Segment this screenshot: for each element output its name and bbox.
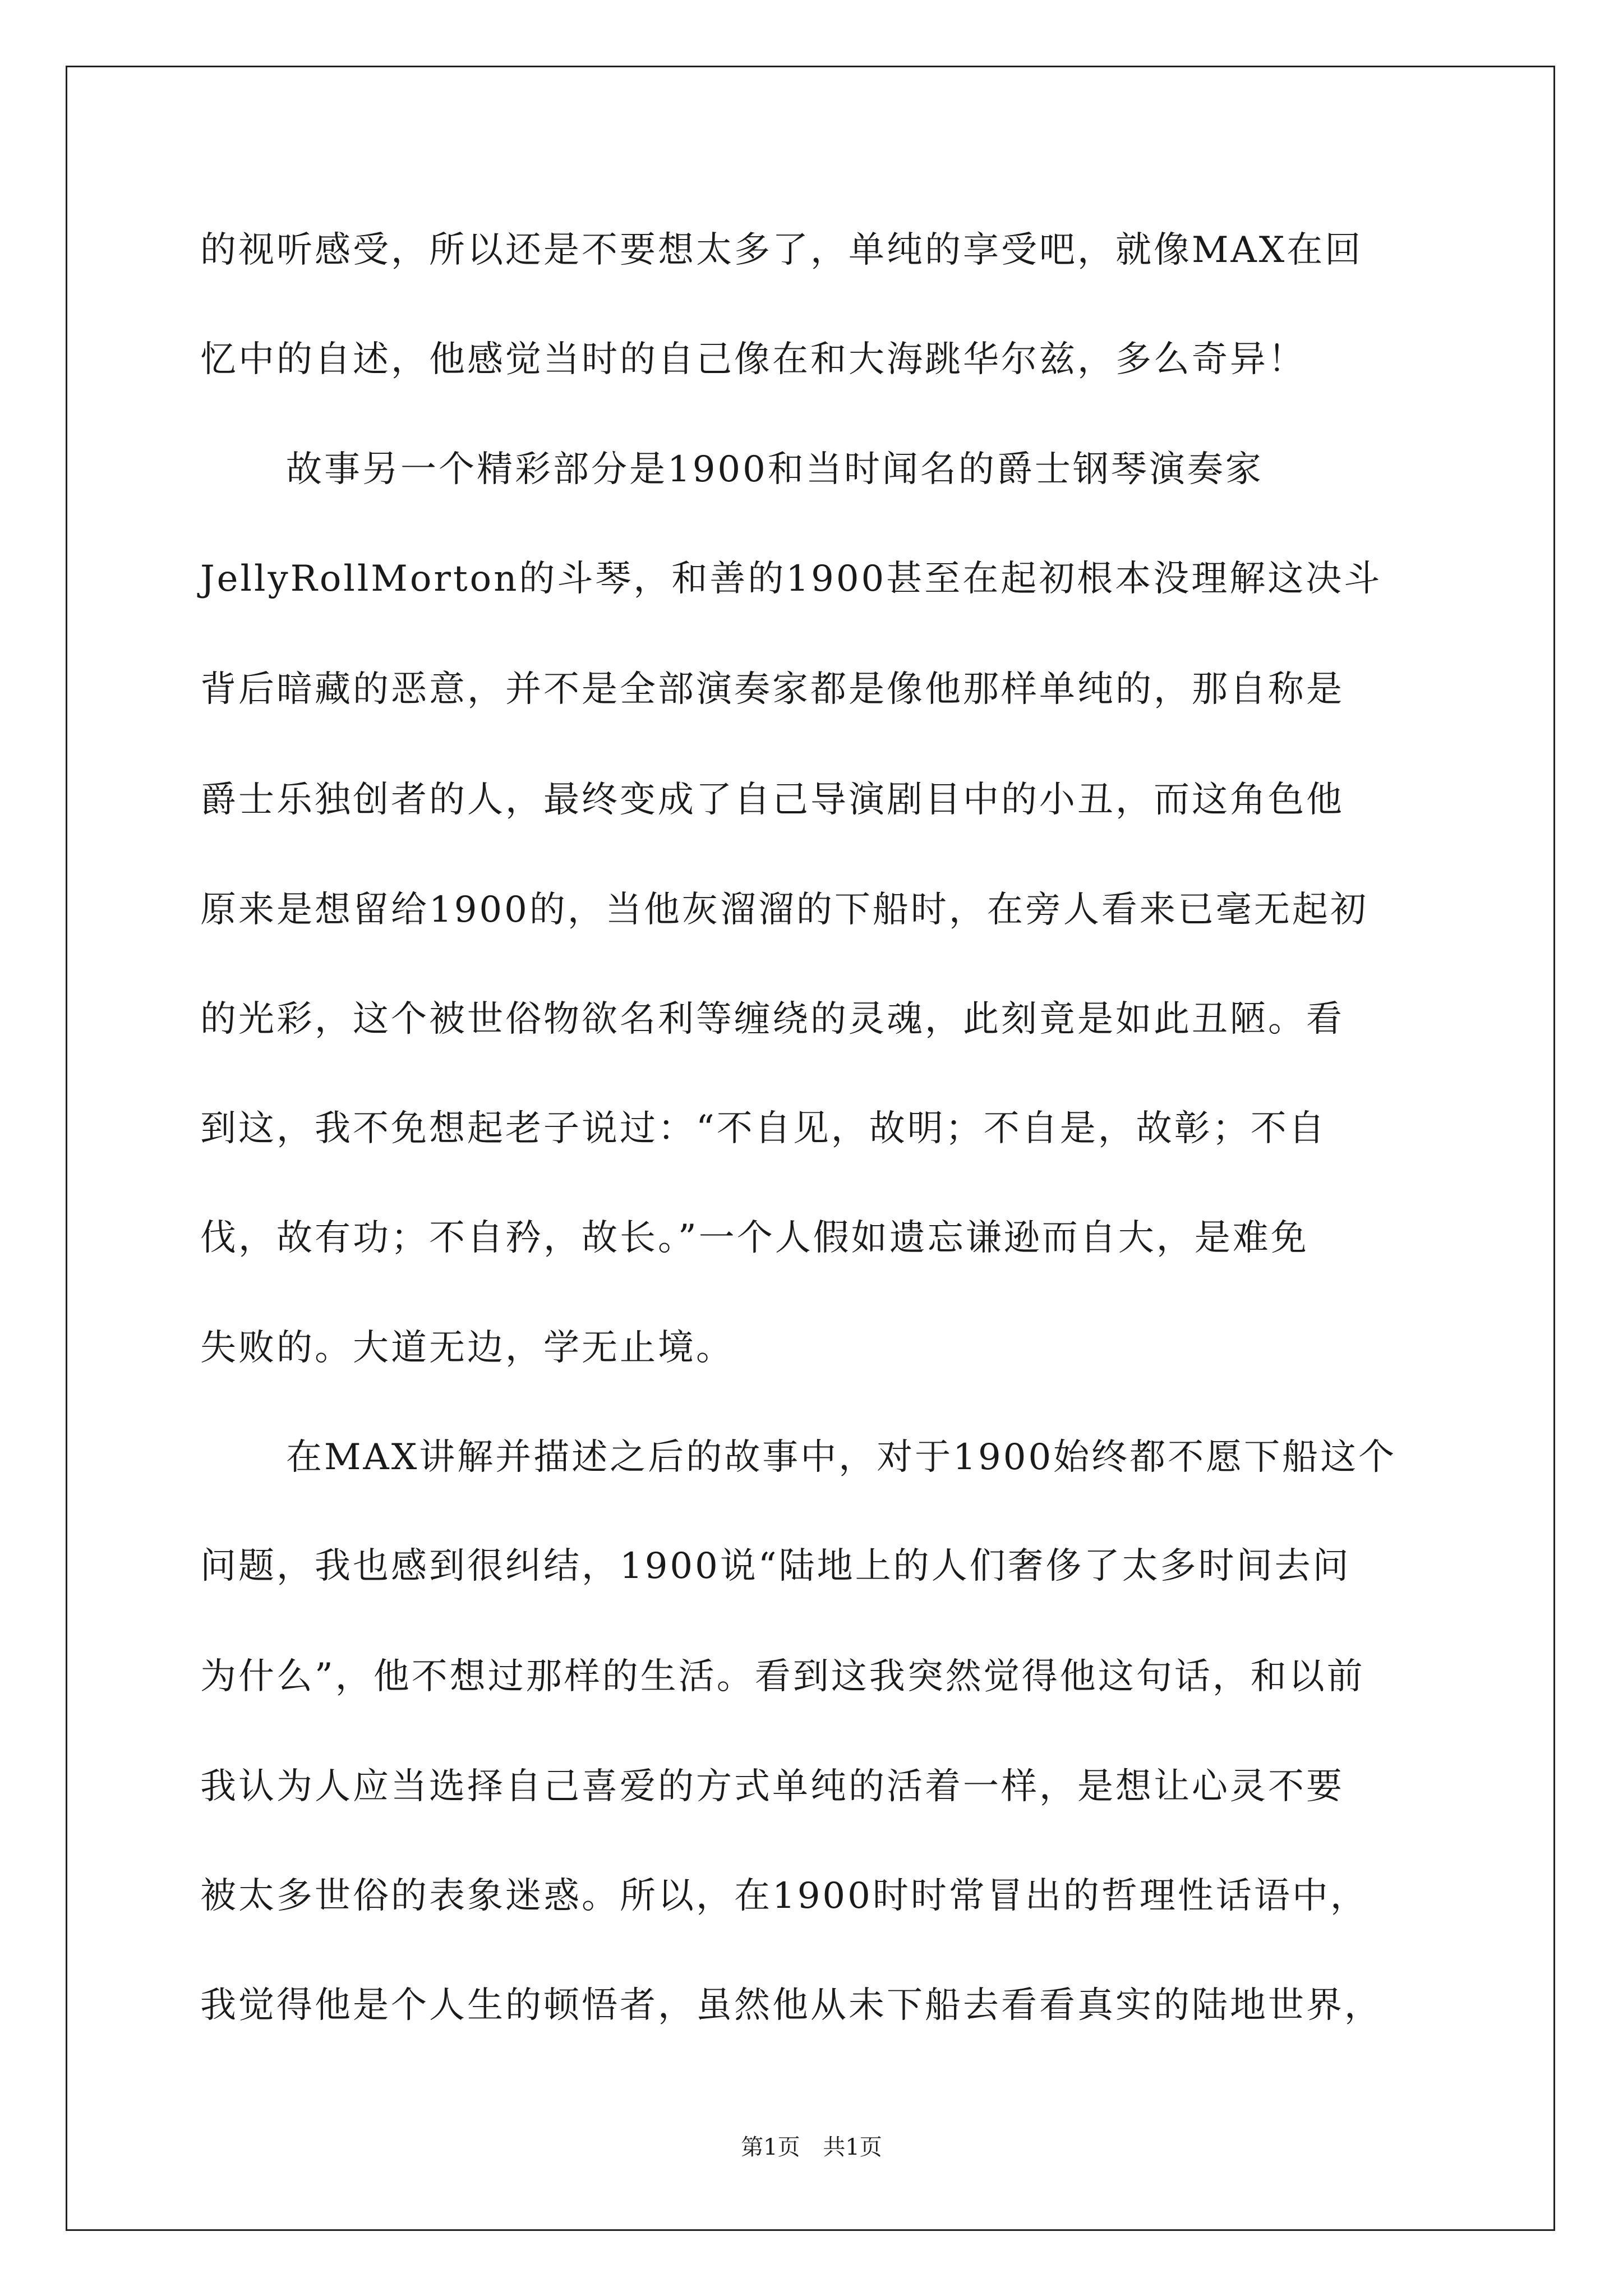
text-line: 被太多世俗的表象迷惑。所以，在1900时时常冒出的哲理性话语中， <box>200 1875 1368 1917</box>
text-line: 伐，故有功；不自矜，故长。”一个人假如遗忘谦逊而自大，是难免 <box>200 1217 1309 1259</box>
text-line: 为什么”，他不想过那样的生活。看到这我突然觉得他这句话，和以前 <box>200 1656 1365 1697</box>
paragraph-start-line: 故事另一个精彩部分是1900和当时闻名的爵士钢琴演奏家 <box>286 449 1264 490</box>
paragraph-start-line: 在MAX讲解并描述之后的故事中，对于1900始终都不愿下船这个 <box>286 1437 1397 1478</box>
text-line: 的视听感受，所以还是不要想太多了，单纯的享受吧，就像MAX在回 <box>200 229 1363 271</box>
text-line: 背后暗藏的恶意，并不是全部演奏家都是像他那样单纯的，那自称是 <box>200 669 1344 710</box>
text-line: 我觉得他是个人生的顿悟者，虽然他从未下船去看看真实的陆地世界， <box>200 1985 1382 2026</box>
text-line: 的光彩，这个被世俗物欲名利等缠绕的灵魂，此刻竟是如此丑陋。看 <box>200 999 1344 1040</box>
page-footer <box>0 2136 1623 2159</box>
text-line: 我认为人应当选择自己喜爱的方式单纯的活着一样，是想让心灵不要 <box>200 1766 1344 1807</box>
text-line: 问题，我也感到很纠结，1900说“陆地上的人们奢侈了太多时间去问 <box>200 1545 1351 1587</box>
text-line: JellyRollMorton的斗琴，和善的1900甚至在起初根本没理解这决斗 <box>200 558 1382 600</box>
text-line: 到这，我不免想起老子说过：“不自见，故明；不自是，故彰；不自 <box>200 1108 1327 1149</box>
text-line: 原来是想留给1900的，当他灰溜溜的下船时，在旁人看来已毫无起初 <box>200 889 1368 931</box>
page-total: 共1页 <box>823 2134 882 2160</box>
text-line: 失败的。大道无边，学无止境。 <box>200 1327 734 1369</box>
page-number: 第1页 <box>741 2134 800 2160</box>
text-line: 爵士乐独创者的人，最终变成了自己导演剧目中的小丑，而这角色他 <box>200 779 1344 821</box>
text-line: 忆中的自述，他感觉当时的自己像在和大海跳华尔兹，多么奇异！ <box>200 339 1306 380</box>
